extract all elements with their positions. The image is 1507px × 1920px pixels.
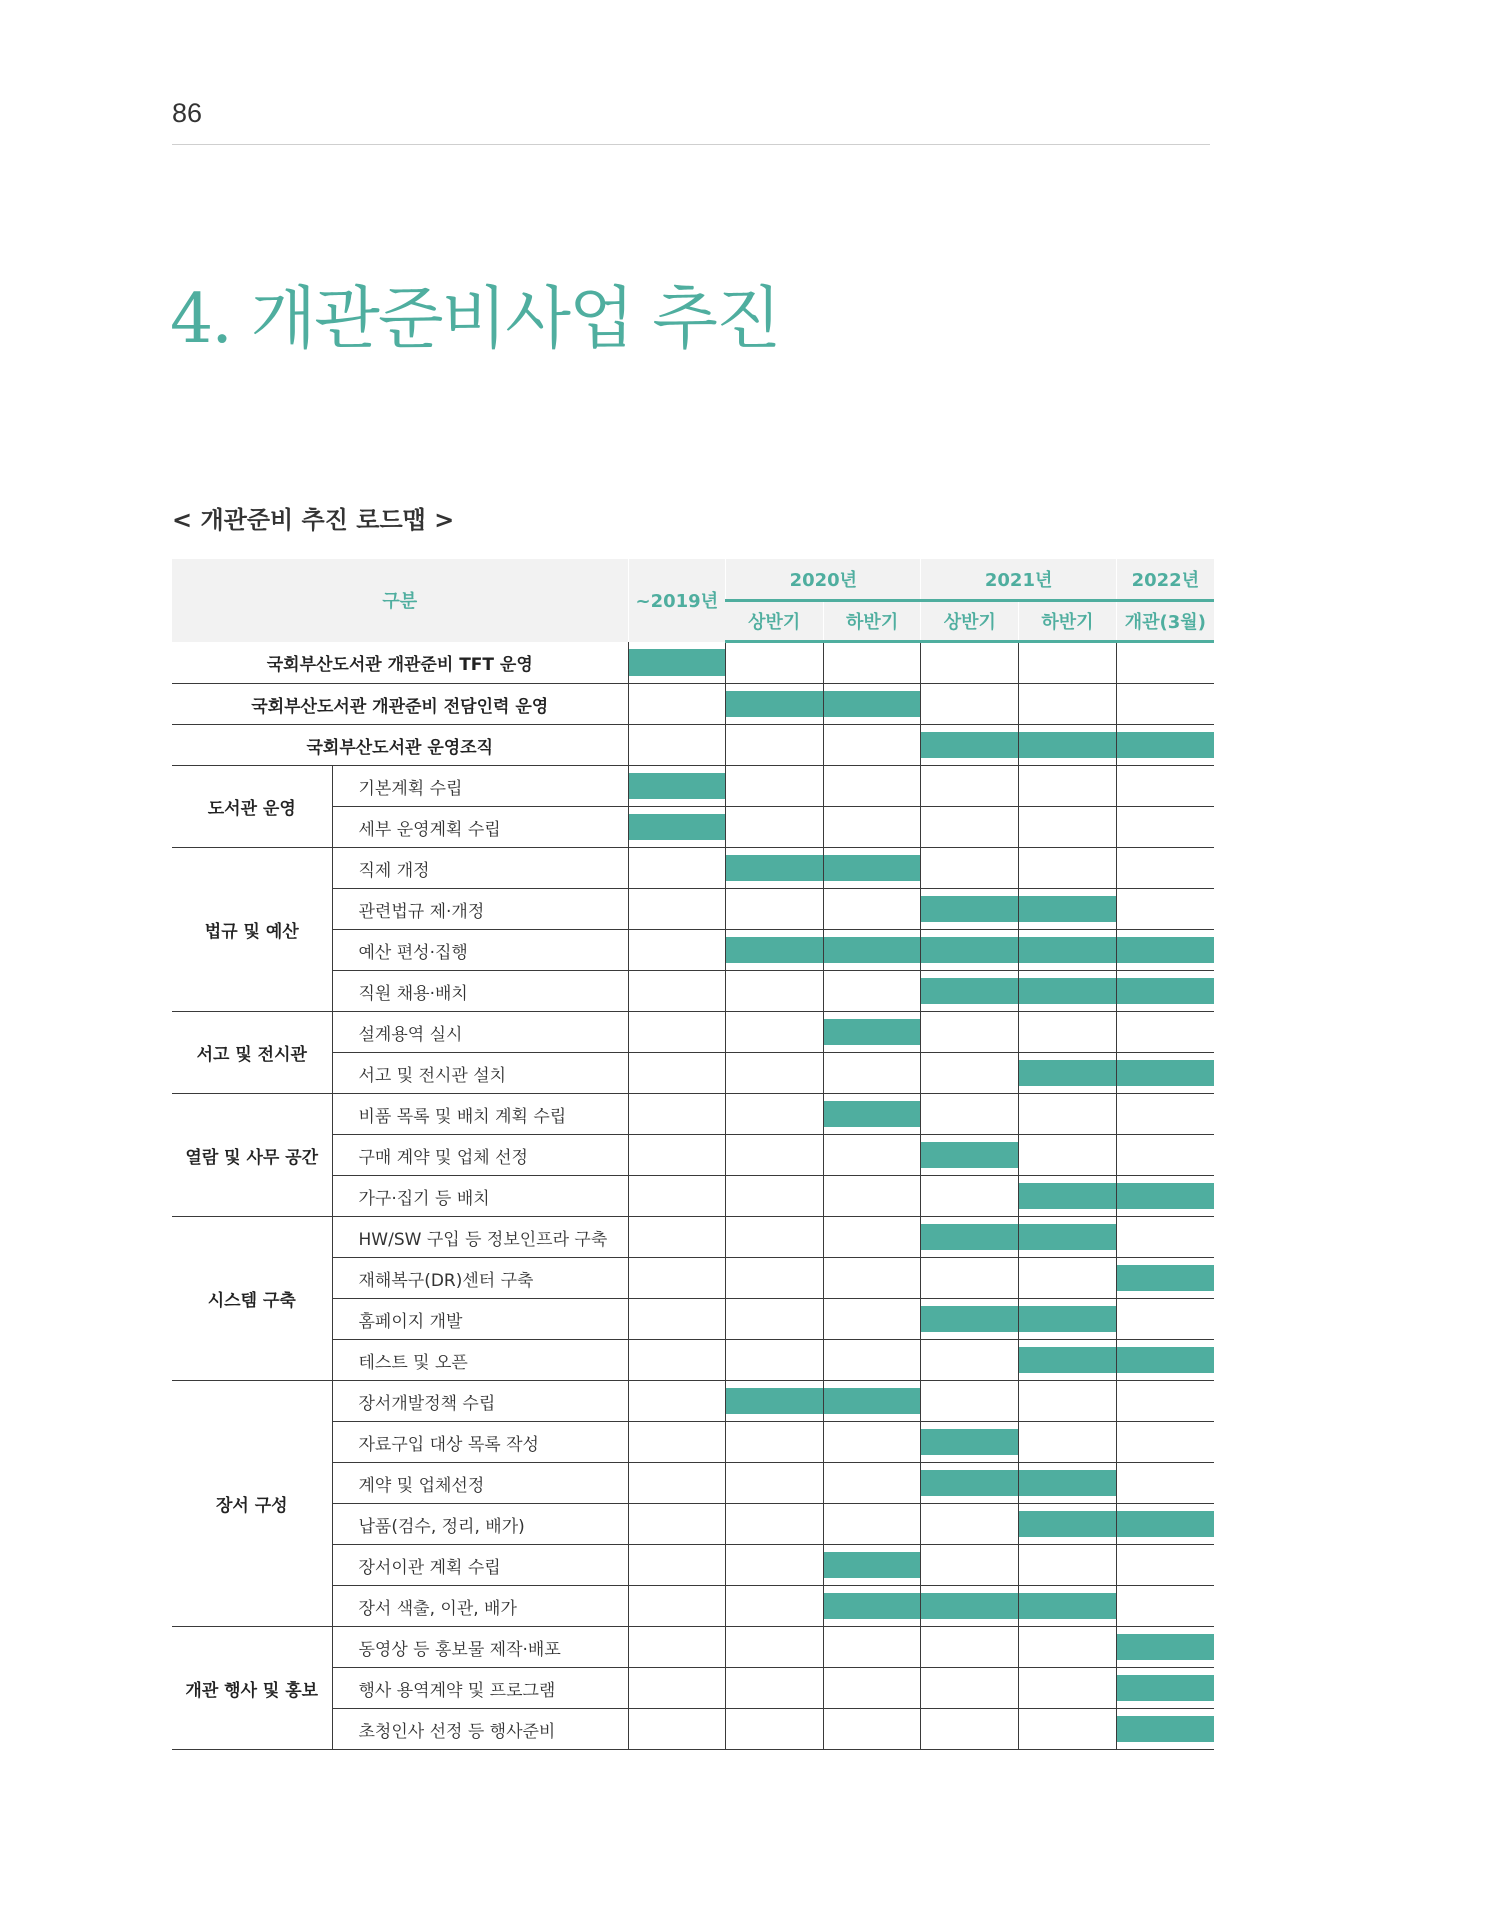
timeline-cell [628,1463,726,1504]
table-row [172,1094,1214,1135]
timeline-bar [1019,1586,1117,1627]
timeline-cell [726,1258,824,1299]
task-label: 재해복구(DR)센터 구축 [332,1258,628,1299]
task-label: 비품 목록 및 배치 계획 수립 [332,1094,628,1135]
timeline-bar [1116,725,1214,766]
timeline-cell [628,930,726,971]
timeline-cell [726,1053,824,1094]
timeline-bar [921,1299,1019,1340]
category-label: 열람 및 사무 공간 [172,1094,332,1217]
table-row [172,1381,1214,1422]
timeline-cell [726,642,824,684]
timeline-cell [1019,1135,1117,1176]
timeline-bar [1116,1258,1214,1299]
timeline-bar [1116,1176,1214,1217]
timeline-bar [823,1545,921,1586]
timeline-cell [1116,1422,1214,1463]
timeline-cell [726,1586,824,1627]
timeline-bar [823,1094,921,1135]
timeline-bar [921,971,1019,1012]
timeline-cell [628,1422,726,1463]
timeline-cell [921,766,1019,807]
timeline-cell [1019,766,1117,807]
category-label: 법규 및 예산 [172,848,332,1012]
header-2021-h1: 상반기 [921,601,1019,642]
timeline-bar [1116,971,1214,1012]
timeline-bar [1019,1217,1117,1258]
timeline-cell [628,1668,726,1709]
timeline-cell [1116,1094,1214,1135]
timeline-cell [921,1258,1019,1299]
category-label: 시스템 구축 [172,1217,332,1381]
timeline-cell [823,1463,921,1504]
timeline-cell [823,807,921,848]
timeline-cell [1116,1545,1214,1586]
task-label-full: 국회부산도서관 개관준비 전담인력 운영 [172,684,628,725]
roadmap-body [172,642,1214,1750]
timeline-bar [1116,1053,1214,1094]
timeline-bar [1116,1340,1214,1381]
timeline-cell [1116,1135,1214,1176]
timeline-cell [726,1340,824,1381]
timeline-bar [823,1012,921,1053]
timeline-cell [628,971,726,1012]
timeline-cell [628,684,726,725]
timeline-bar [1019,1340,1117,1381]
timeline-cell [726,1627,824,1668]
timeline-bar [823,684,921,725]
task-label: 납품(검수, 정리, 배가) [332,1504,628,1545]
timeline-cell [921,807,1019,848]
timeline-cell [1116,1463,1214,1504]
timeline-bar [1019,889,1117,930]
timeline-cell [823,1627,921,1668]
timeline-cell [921,1340,1019,1381]
task-label: 설계용역 실시 [332,1012,628,1053]
timeline-cell [921,684,1019,725]
timeline-cell [628,1709,726,1750]
timeline-cell [823,971,921,1012]
timeline-cell [1116,889,1214,930]
timeline-cell [823,1504,921,1545]
timeline-cell [921,1545,1019,1586]
timeline-cell [628,1545,726,1586]
page-number: 86 [172,98,203,128]
timeline-cell [823,1340,921,1381]
task-label: 장서개발정책 수립 [332,1381,628,1422]
timeline-cell [726,766,824,807]
timeline-cell [628,1012,726,1053]
timeline-cell [921,1504,1019,1545]
timeline-bar [921,1217,1019,1258]
timeline-bar [921,930,1019,971]
timeline-cell [628,1586,726,1627]
category-label: 서고 및 전시관 [172,1012,332,1094]
timeline-cell [1019,1668,1117,1709]
category-label: 도서관 운영 [172,766,332,848]
task-label: 동영상 등 홍보물 제작·배포 [332,1627,628,1668]
task-label: 테스트 및 오픈 [332,1340,628,1381]
timeline-cell [628,1504,726,1545]
task-label: 관련법규 제·개정 [332,889,628,930]
timeline-cell [1116,766,1214,807]
timeline-cell [921,642,1019,684]
table-caption: < 개관준비 추진 로드맵 > [172,506,455,534]
timeline-cell [823,1053,921,1094]
task-label: 구매 계약 및 업체 선정 [332,1135,628,1176]
timeline-cell [1019,1422,1117,1463]
task-label: 직원 채용·배치 [332,971,628,1012]
header-2021-h2: 하반기 [1019,601,1117,642]
table-row [172,725,1214,766]
timeline-cell [628,1094,726,1135]
timeline-cell [1116,684,1214,725]
table-row [172,848,1214,889]
timeline-cell [1019,848,1117,889]
timeline-cell [726,889,824,930]
timeline-cell [823,642,921,684]
timeline-cell [628,1381,726,1422]
timeline-cell [1019,1709,1117,1750]
timeline-cell [726,1217,824,1258]
timeline-bar [921,1422,1019,1463]
timeline-cell [1019,807,1117,848]
task-label-full: 국회부산도서관 운영조직 [172,725,628,766]
timeline-cell [823,1176,921,1217]
timeline-bar [1116,1504,1214,1545]
timeline-cell [823,766,921,807]
timeline-bar [823,1381,921,1422]
timeline-cell [726,807,824,848]
task-label: 행사 용역계약 및 프로그램 [332,1668,628,1709]
timeline-cell [823,1135,921,1176]
header-2020-h2: 하반기 [823,601,921,642]
timeline-cell [628,1135,726,1176]
timeline-cell [628,1176,726,1217]
timeline-cell [726,1545,824,1586]
timeline-bar [1116,1709,1214,1750]
timeline-cell [726,1135,824,1176]
timeline-cell [628,725,726,766]
timeline-cell [1116,1381,1214,1422]
timeline-cell [628,1258,726,1299]
task-label: 계약 및 업체선정 [332,1463,628,1504]
task-label: 가구·집기 등 배치 [332,1176,628,1217]
timeline-cell [1116,1586,1214,1627]
timeline-cell [1019,1258,1117,1299]
task-label: 세부 운영계획 수립 [332,807,628,848]
timeline-cell [726,1094,824,1135]
timeline-cell [921,848,1019,889]
timeline-cell [628,1627,726,1668]
timeline-cell [823,1422,921,1463]
table-row [172,684,1214,725]
table-row [172,1627,1214,1668]
table-row [172,1217,1214,1258]
timeline-bar [1019,930,1117,971]
timeline-cell [921,1053,1019,1094]
timeline-cell [921,1627,1019,1668]
timeline-bar [628,642,726,684]
header-2022: 2022년 [1116,559,1214,601]
timeline-bar [1019,1053,1117,1094]
timeline-bar [921,889,1019,930]
section-title: 4. 개관준비사업 추진 [170,280,780,359]
timeline-bar [726,684,824,725]
timeline-cell [823,889,921,930]
timeline-cell [628,1053,726,1094]
header-2020-h1: 상반기 [726,601,824,642]
task-label: 장서 색출, 이관, 배가 [332,1586,628,1627]
task-label: 서고 및 전시관 설치 [332,1053,628,1094]
timeline-cell [1019,1012,1117,1053]
timeline-cell [1116,1299,1214,1340]
timeline-cell [921,1709,1019,1750]
timeline-bar [1019,1299,1117,1340]
timeline-bar [1116,1627,1214,1668]
timeline-cell [1019,1094,1117,1135]
timeline-bar [1019,1504,1117,1545]
timeline-cell [628,1299,726,1340]
header-2021: 2021년 [921,559,1116,601]
timeline-bar [921,1135,1019,1176]
table-row [172,1012,1214,1053]
timeline-bar [1116,930,1214,971]
timeline-cell [726,1176,824,1217]
timeline-cell [726,1299,824,1340]
timeline-cell [726,1668,824,1709]
timeline-cell [823,1258,921,1299]
timeline-cell [823,1299,921,1340]
task-label-full: 국회부산도서관 개관준비 TFT 운영 [172,642,628,684]
timeline-bar [628,766,726,807]
timeline-bar [1019,725,1117,766]
timeline-cell [1116,848,1214,889]
timeline-cell [726,1012,824,1053]
timeline-cell [921,1381,1019,1422]
header-divider [172,144,1210,145]
timeline-cell [1116,807,1214,848]
timeline-cell [1019,1381,1117,1422]
timeline-cell [726,725,824,766]
timeline-cell [1116,1217,1214,1258]
task-label: 홈페이지 개발 [332,1299,628,1340]
category-label: 장서 구성 [172,1381,332,1627]
header-2022-open: 개관(3월) [1116,601,1214,642]
task-label: HW/SW 구입 등 정보인프라 구축 [332,1217,628,1258]
timeline-cell [726,971,824,1012]
timeline-cell [1116,1012,1214,1053]
task-label: 직제 개정 [332,848,628,889]
timeline-bar [823,848,921,889]
timeline-cell [1019,642,1117,684]
category-label: 개관 행사 및 홍보 [172,1627,332,1750]
timeline-bar [628,807,726,848]
timeline-cell [823,725,921,766]
table-row [172,766,1214,807]
timeline-bar [726,930,824,971]
timeline-cell [628,848,726,889]
timeline-bar [823,930,921,971]
timeline-bar [1116,1668,1214,1709]
timeline-cell [921,1668,1019,1709]
timeline-cell [628,889,726,930]
timeline-bar [726,1381,824,1422]
header-pre-2019: ~2019년 [628,559,726,642]
timeline-cell [628,1340,726,1381]
task-label: 초청인사 선정 등 행사준비 [332,1709,628,1750]
task-label: 자료구입 대상 목록 작성 [332,1422,628,1463]
header-category: 구분 [172,559,628,642]
header-2020: 2020년 [726,559,921,601]
table-row [172,642,1214,684]
timeline-bar [1019,1463,1117,1504]
timeline-bar [1019,971,1117,1012]
timeline-cell [726,1422,824,1463]
timeline-cell [726,1504,824,1545]
roadmap-table [172,559,1214,1750]
timeline-cell [726,1709,824,1750]
timeline-cell [1019,684,1117,725]
timeline-cell [823,1709,921,1750]
task-label: 장서이관 계획 수립 [332,1545,628,1586]
timeline-cell [921,1176,1019,1217]
timeline-bar [921,725,1019,766]
timeline-cell [726,1463,824,1504]
task-label: 기본계획 수립 [332,766,628,807]
timeline-bar [1019,1176,1117,1217]
timeline-cell [823,1668,921,1709]
timeline-cell [1019,1545,1117,1586]
timeline-bar [921,1586,1019,1627]
timeline-bar [921,1463,1019,1504]
timeline-cell [823,1217,921,1258]
timeline-cell [921,1012,1019,1053]
task-label: 예산 편성·집행 [332,930,628,971]
timeline-bar [823,1586,921,1627]
timeline-bar [726,848,824,889]
timeline-cell [1116,642,1214,684]
timeline-cell [1019,1627,1117,1668]
timeline-cell [628,1217,726,1258]
timeline-cell [921,1094,1019,1135]
